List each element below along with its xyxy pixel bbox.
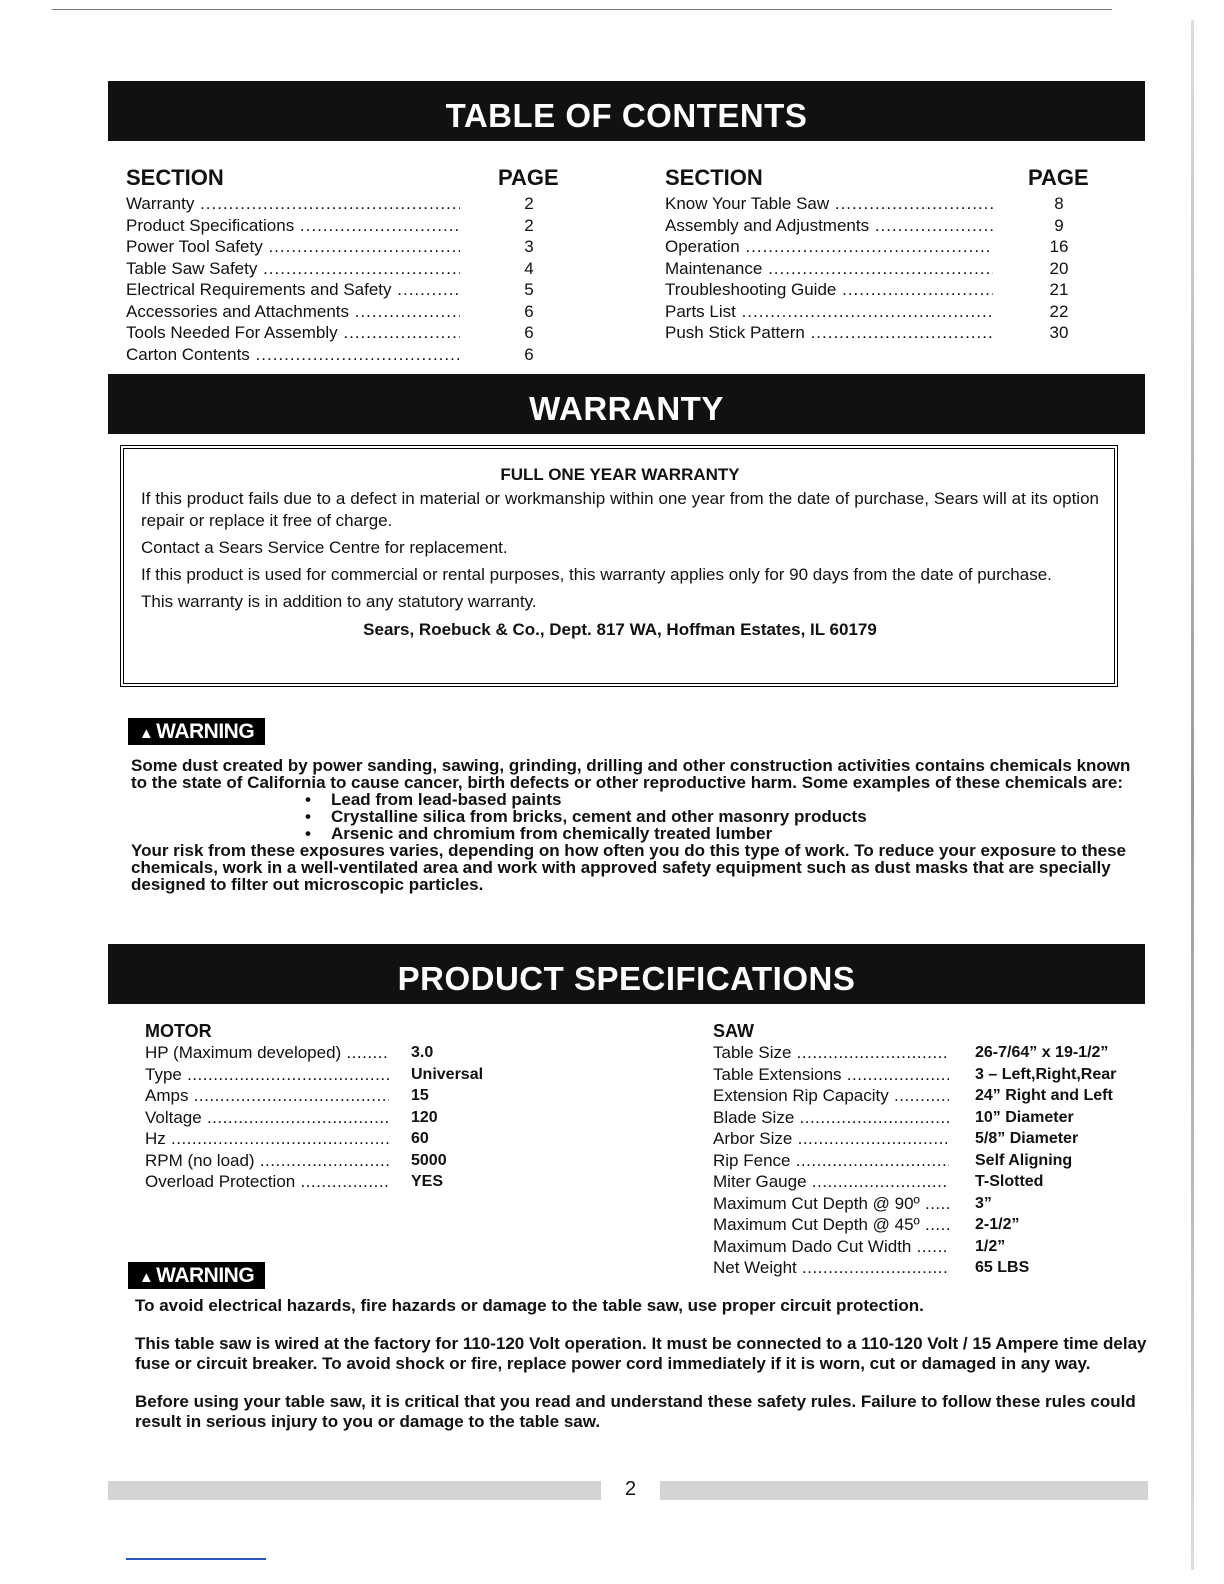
toc-entry-page: 30	[1049, 323, 1069, 342]
spec-label: Extension Rip Capacity .....	[713, 1085, 949, 1107]
spec-label: Overload Protection .....	[145, 1171, 389, 1193]
footer-bar-right	[660, 1481, 1148, 1500]
spec-row	[145, 1085, 429, 1107]
list-item: • Lead from lead-based paints	[331, 791, 1151, 808]
warning-triangle-icon: ▲	[138, 1269, 154, 1286]
spec-label: Type .....	[145, 1064, 389, 1086]
spec-label: RPM (no load) .....	[145, 1150, 389, 1172]
spec-label: Rip Fence .....	[713, 1150, 949, 1172]
spec-label: Maximum Dado Cut Width .....	[713, 1236, 949, 1258]
spec-label: Maximum Cut Depth @ 45º .....	[713, 1214, 949, 1236]
list-item: • Crystalline silica from bricks, cement and other masonry products	[331, 808, 1151, 825]
toc-entry-page: 16	[1049, 237, 1069, 256]
warning-intro: Some dust created by power sanding, sawing, grinding, drilling and other construction activities contains chemicals known to the state of California to cause cancer, birth defects or other reproductive harm. Some examples of these chemicals are:	[131, 756, 1131, 792]
spec-row	[713, 1064, 1117, 1086]
spec-label: Blade Size .....	[713, 1107, 949, 1129]
toc-entry-page: 6	[524, 301, 534, 321]
toc-entry-title: Assembly and Adjustments .....	[665, 215, 993, 236]
spec-row	[713, 1085, 1113, 1107]
spec-value: 2-1/2”	[975, 1216, 1020, 1233]
spec-row	[713, 1257, 1030, 1279]
spec-label: Voltage .....	[145, 1107, 389, 1129]
top-rule	[52, 9, 1112, 10]
saw-specs	[713, 1020, 1117, 1279]
warning-badge	[128, 718, 265, 745]
spec-row	[145, 1150, 447, 1172]
toc-page-header: PAGE	[1028, 165, 1089, 190]
spec-label: Arbor Size .....	[713, 1128, 949, 1150]
spec-row	[713, 1042, 1109, 1064]
spec-label: Amps .....	[145, 1085, 389, 1107]
spec-value: 1/2”	[975, 1237, 1006, 1255]
spec-row	[145, 1128, 429, 1150]
spec-row	[713, 1150, 1073, 1172]
toc-entry-title: Carton Contents .....	[126, 344, 460, 365]
warranty-box-title: FULL ONE YEAR WARRANTY	[500, 465, 740, 484]
toc-entry-title: Electrical Requirements and Safety .....	[126, 279, 460, 300]
warranty-title-bar: WARRANTY	[108, 374, 1145, 434]
spec-row	[713, 1214, 1020, 1236]
warranty-address: Sears, Roebuck & Co., Dept. 817 WA, Hoffman Estates, IL 60179	[363, 620, 877, 639]
warning-closing: Your risk from these exposures varies, depending on how often you do this type of work. To reduce your exposure to these chemicals, work in a well-ventilated area and work with approved safety equipment such as dust masks that are specially designed to filter out microscopic particles.	[131, 841, 1126, 894]
toc-entry-title: Accessories and Attachments .....	[126, 301, 460, 322]
spec-value: 24” Right and Left	[975, 1087, 1113, 1104]
warning-triangle-icon: ▲	[138, 725, 154, 742]
spec-value: 5/8” Diameter	[975, 1130, 1079, 1147]
spec-label: HP (Maximum developed) .....	[145, 1042, 389, 1064]
warranty-paragraph: Contact a Sears Service Centre for replacement.	[141, 538, 508, 557]
spec-value: 65 LBS	[975, 1259, 1030, 1276]
page-number: 2	[624, 1478, 637, 1500]
motor-specs	[145, 1020, 484, 1193]
spec-row	[145, 1042, 434, 1064]
toc-entry-page: 9	[1054, 215, 1064, 235]
toc-entry-page: 5	[524, 280, 534, 299]
toc-entry-title: Parts List .....	[665, 301, 993, 322]
warning-paragraph: This table saw is wired at the factory for 110-120 Volt operation. It must be connected to a 110-120 Volt / 15 Ampere time delay fuse or circuit breaker. To avoid shock or fire, replace power cord immediately if it is worn, cut or damaged in any way.	[135, 1334, 1147, 1373]
spec-row	[713, 1171, 1044, 1193]
spec-value: 3 – Left,Right,Rear	[975, 1065, 1117, 1083]
spec-label: Miter Gauge .....	[713, 1171, 949, 1193]
spec-label: Table Size .....	[713, 1042, 949, 1064]
electrical-warning-text	[135, 1296, 1155, 1450]
spec-value: 120	[411, 1108, 438, 1126]
warning-label: WARNING	[156, 720, 255, 743]
toc-entry-page: 21	[1049, 280, 1069, 299]
spec-row	[713, 1193, 992, 1215]
spec-value: 10” Diameter	[975, 1108, 1074, 1126]
warranty-paragraph: This warranty is in addition to any statutory warranty.	[141, 592, 537, 611]
dust-warning-text	[131, 757, 1151, 893]
motor-header: MOTOR	[145, 1021, 212, 1041]
warning-label: WARNING	[156, 1264, 255, 1287]
spec-row	[713, 1236, 1006, 1258]
toc-entry-title: Troubleshooting Guide .....	[665, 279, 993, 300]
toc-entry-page: 8	[1054, 194, 1064, 213]
spec-label: Net Weight .....	[713, 1257, 949, 1279]
page-edge-shadow	[1191, 20, 1194, 1570]
bottom-link-underline	[126, 1558, 266, 1560]
spec-row	[145, 1064, 484, 1086]
spec-row	[145, 1107, 438, 1129]
toc-section-header: SECTION	[126, 165, 224, 190]
toc-entry-page: 2	[524, 215, 534, 235]
spec-value: 60	[411, 1130, 429, 1147]
spec-label: Table Extensions .....	[713, 1064, 949, 1086]
toc-entry-title: Maintenance .....	[665, 258, 993, 279]
spec-value: 3”	[975, 1194, 992, 1212]
spec-value: 3.0	[411, 1044, 434, 1061]
specs-title-bar: PRODUCT SPECIFICATIONS	[108, 944, 1145, 1004]
toc-title-bar: TABLE OF CONTENTS	[108, 81, 1145, 141]
spec-value: T-Slotted	[975, 1173, 1044, 1190]
toc-entry-title: Table Saw Safety .....	[126, 258, 460, 279]
toc-entry-page: 4	[524, 258, 534, 278]
toc-entry-title: Push Stick Pattern .....	[665, 322, 993, 343]
spec-row	[145, 1171, 444, 1193]
warranty-box	[120, 445, 1118, 687]
toc-entry-page: 20	[1049, 258, 1069, 278]
spec-label: Hz .....	[145, 1128, 389, 1150]
toc-entry-title: Operation .....	[665, 236, 993, 257]
spec-row	[713, 1128, 1079, 1150]
toc-entry-title: Product Specifications .....	[126, 215, 460, 236]
toc-section-header: SECTION	[665, 165, 763, 190]
warning-paragraph: Before using your table saw, it is critical that you read and understand these safety rules. Failure to follow these rules could result in serious injury to you or damage to the table saw.	[135, 1392, 1136, 1431]
spec-value: Self Aligning	[975, 1151, 1073, 1169]
toc-entry-title: Power Tool Safety .....	[126, 236, 460, 257]
list-item: • Arsenic and chromium from chemically treated lumber	[331, 825, 1151, 842]
toc-page-header: PAGE	[498, 165, 559, 190]
spec-row	[713, 1107, 1074, 1129]
warning-badge	[128, 1262, 265, 1289]
warranty-paragraph: If this product fails due to a defect in material or workmanship within one year from the date of purchase, Sears will at its option repair or replace it free of charge.	[141, 489, 1099, 530]
warranty-paragraph: If this product is used for commercial or rental purposes, this warranty applies only for 90 days from the date of purchase.	[141, 565, 1052, 584]
warning-paragraph: To avoid electrical hazards, fire hazards or damage to the table saw, use proper circuit protection.	[135, 1296, 924, 1315]
toc-entry-page: 6	[524, 323, 534, 342]
spec-value: YES	[411, 1173, 444, 1190]
toc-entry-title: Tools Needed For Assembly .....	[126, 322, 460, 343]
toc-entry-title: Know Your Table Saw .....	[665, 193, 993, 214]
spec-value: 15	[411, 1087, 429, 1104]
saw-header: SAW	[713, 1021, 755, 1041]
toc-entry-page: 6	[524, 344, 534, 364]
toc-entry-page: 2	[524, 194, 534, 213]
chemical-list	[131, 791, 1151, 842]
footer-bar-left	[108, 1481, 601, 1500]
spec-value: Universal	[411, 1065, 484, 1083]
toc-entry-page: 22	[1049, 301, 1069, 321]
spec-label: Maximum Cut Depth @ 90º .....	[713, 1193, 949, 1215]
spec-value: 26-7/64” x 19-1/2”	[975, 1044, 1109, 1061]
toc-entry-page: 3	[524, 237, 534, 256]
spec-value: 5000	[411, 1151, 447, 1169]
toc-entry-title: Warranty .....	[126, 193, 460, 214]
